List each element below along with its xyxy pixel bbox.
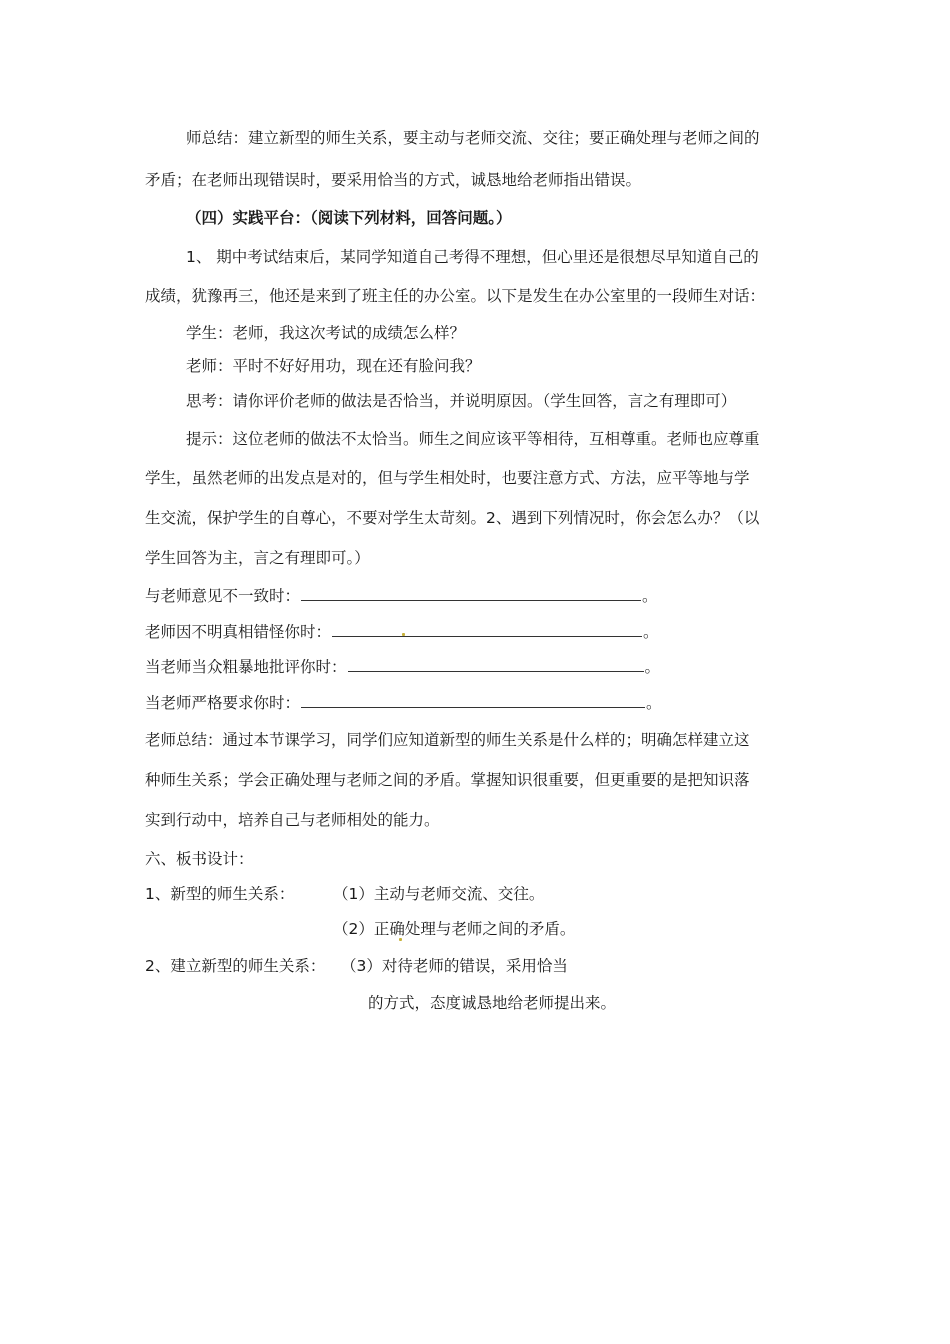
fill-end: 。 [643,623,659,641]
hint-line: 学生回答为主，言之有理即可。） [145,549,370,567]
hint-line: 生交流，保护学生的自尊心，不要对学生太苛刻。2、遇到下列情况时，你会怎么办？（以 [145,509,760,527]
hint-line: 学生，虽然老师的出发点是对的，但与学生相处时，也要注意方式、方法，应平等地与学 [145,469,750,487]
board-design-heading: 六、板书设计： [145,850,254,868]
section-heading: （四）实践平台：（阅读下列材料，回答问题。） [186,209,512,227]
question-line: 1、 期中考试结束后，某同学知道自己考得不理想，但心里还是很想尽早知道自己的 [186,248,759,266]
fill-end: 。 [642,587,658,605]
answer-blank[interactable] [348,657,644,672]
fill-label: 老师因不明真相错怪你时： [145,623,332,641]
board-item-point: （2）正确处理与老师之间的矛盾。 [333,920,576,938]
fill-label: 与老师意见不一致时： [145,587,301,605]
fill-end: 。 [644,658,661,676]
board-item-label: 2、建立新型的师生关系： [145,957,326,975]
board-item-point: （3）对待老师的错误，采用恰当 [341,957,568,975]
fill-in-line [145,622,659,642]
teacher-summary-line: 种师生关系；学会正确处理与老师之间的矛盾。掌握知识很重要，但更重要的是把知识落 [145,771,750,789]
fill-in-line [145,657,660,677]
summary-paragraph-line: 矛盾；在老师出现错误时，要采用恰当的方式，诚恳地给老师指出错误。 [145,171,642,189]
board-item-point: 的方式，态度诚恳地给老师提出来。 [368,994,617,1012]
teacher-summary-line: 老师总结：通过本节课学习，同学们应知道新型的师生关系是什么样的；明确怎样建立这 [145,731,750,749]
fill-label: 当老师当众粗暴地批评你时： [145,658,347,676]
fill-label: 当老师严格要求你时： [145,694,301,712]
dialog-student: 学生：老师，我这次考试的成绩怎么样？ [186,324,466,342]
question-line: 成绩，犹豫再三，他还是来到了班主任的办公室。以下是发生在办公室里的一段师生对话： [145,287,766,305]
fill-in-line [145,586,658,606]
dialog-teacher: 老师：平时不好好用功，现在还有脸问我？ [186,357,481,375]
stray-mark [399,938,402,941]
stray-mark [402,633,405,636]
dialog-think: 思考：请你评价老师的做法是否恰当，并说明原因。（学生回答，言之有理即可） [186,392,737,410]
answer-blank[interactable] [332,622,642,637]
answer-blank[interactable] [301,586,641,601]
board-item-point: （1）主动与老师交流、交往。 [333,885,545,903]
hint-line: 提示：这位老师的做法不太恰当。师生之间应该平等相待，互相尊重。老师也应尊重 [186,430,760,448]
answer-blank[interactable] [301,693,645,708]
summary-paragraph-line: 师总结：建立新型的师生关系，要主动与老师交流、交往；要正确处理与老师之间的 [186,129,760,147]
fill-end: 。 [646,694,662,712]
fill-in-line [145,693,662,713]
board-item-label: 1、新型的师生关系： [145,885,295,903]
teacher-summary-line: 实到行动中，培养自己与老师相处的能力。 [145,811,440,829]
